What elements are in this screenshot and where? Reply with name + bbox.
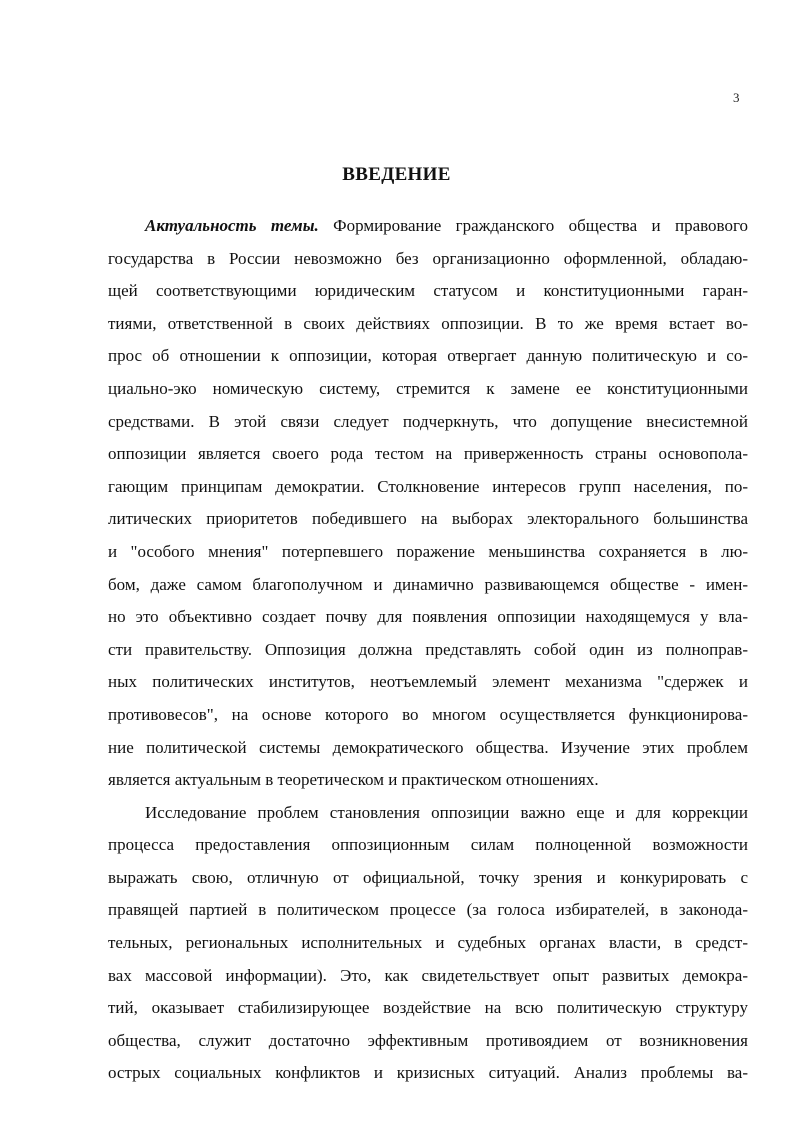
paragraph-2-line: вах массовой информации). Это, как свидетельствует опыт развитых демокра- xyxy=(108,965,748,985)
page-number: 3 xyxy=(733,90,740,105)
paragraph-2-line: тельных, региональных исполнительных и судебных органах власти, в средст- xyxy=(108,933,748,953)
paragraph-1-line: щей соответствующими юридическим статусом и конституционными гаран- xyxy=(108,281,748,301)
paragraph-1-line: бом, даже самом благополучном и динамично развивающемся обществе - имен- xyxy=(108,574,748,594)
paragraph-1-line: ние политической системы демократического общества. Изучение этих проблем xyxy=(108,737,748,757)
paragraph-1-line: средствами. В этой связи следует подчеркнуть, что допущение внесистемной xyxy=(108,411,748,431)
paragraph-1-line: тиями, ответственной в своих действиях оппозиции. В то же время встает во- xyxy=(108,313,748,333)
topic-relevance-heading: Актуальность темы. xyxy=(145,216,319,235)
paragraph-1-line: сти правительству. Оппозиция должна представлять собой один из полноправ- xyxy=(108,639,748,659)
body-text xyxy=(108,213,748,1093)
paragraph-1-line-0 xyxy=(108,213,748,246)
paragraph-1-line: противовесов", на основе которого во многом осуществляется функционирова- xyxy=(108,704,748,724)
paragraph-1-line: государства в России невозможно без организационно оформленной, обладаю- xyxy=(108,248,748,268)
paragraph-2-line: правящей партией в политическом процессе (за голоса избирателей, в законода- xyxy=(108,900,748,920)
paragraph-1-first-line-text: Формирование гражданского общества и правового xyxy=(333,216,748,235)
paragraph-1-line: и "особого мнения" потерпевшего поражение меньшинства сохраняется в лю- xyxy=(108,541,748,561)
paragraph-1-line: гающим принципам демократии. Столкновение интересов групп населения, по- xyxy=(108,476,748,496)
page-title: ВВЕДЕНИЕ xyxy=(342,164,451,185)
paragraph-1-line: оппозиции является своего рода тестом на приверженность страны основопола- xyxy=(108,444,748,464)
paragraph-2-line: Исследование проблем становления оппозиции важно еще и для коррекции xyxy=(145,802,748,822)
paragraph-2-line: процесса предоставления оппозиционным силам полноценной возможности xyxy=(108,835,748,855)
paragraph-1-line: циально-эко номическую систему, стремится к замене ее конституционными xyxy=(108,378,748,398)
paragraph-1-line: ных политических институтов, неотъемлемый элемент механизма "сдержек и xyxy=(108,672,748,692)
paragraph-1-line: но это объективно создает почву для появления оппозиции находящемуся у вла- xyxy=(108,607,748,627)
paragraph-2-line: выражать свою, отличную от официальной, точку зрения и конкурировать с xyxy=(108,867,748,887)
paragraph-1-line: литических приоритетов победившего на выборах электорального большинства xyxy=(108,509,748,529)
paragraph-2-line: тий, оказывает стабилизирующее воздействие на всю политическую структуру xyxy=(108,998,748,1018)
paragraph-2-line: общества, служит достаточно эффективным противоядием от возникновения xyxy=(108,1030,748,1050)
paragraph-1-last-line: является актуальным в теоретическом и практическом отношениях. xyxy=(108,770,599,790)
paragraph-1-line: прос об отношении к оппозиции, которая отвергает данную политическую и со- xyxy=(108,346,748,366)
paragraph-2-line: острых социальных конфликтов и кризисных ситуаций. Анализ проблемы ва- xyxy=(108,1063,748,1083)
